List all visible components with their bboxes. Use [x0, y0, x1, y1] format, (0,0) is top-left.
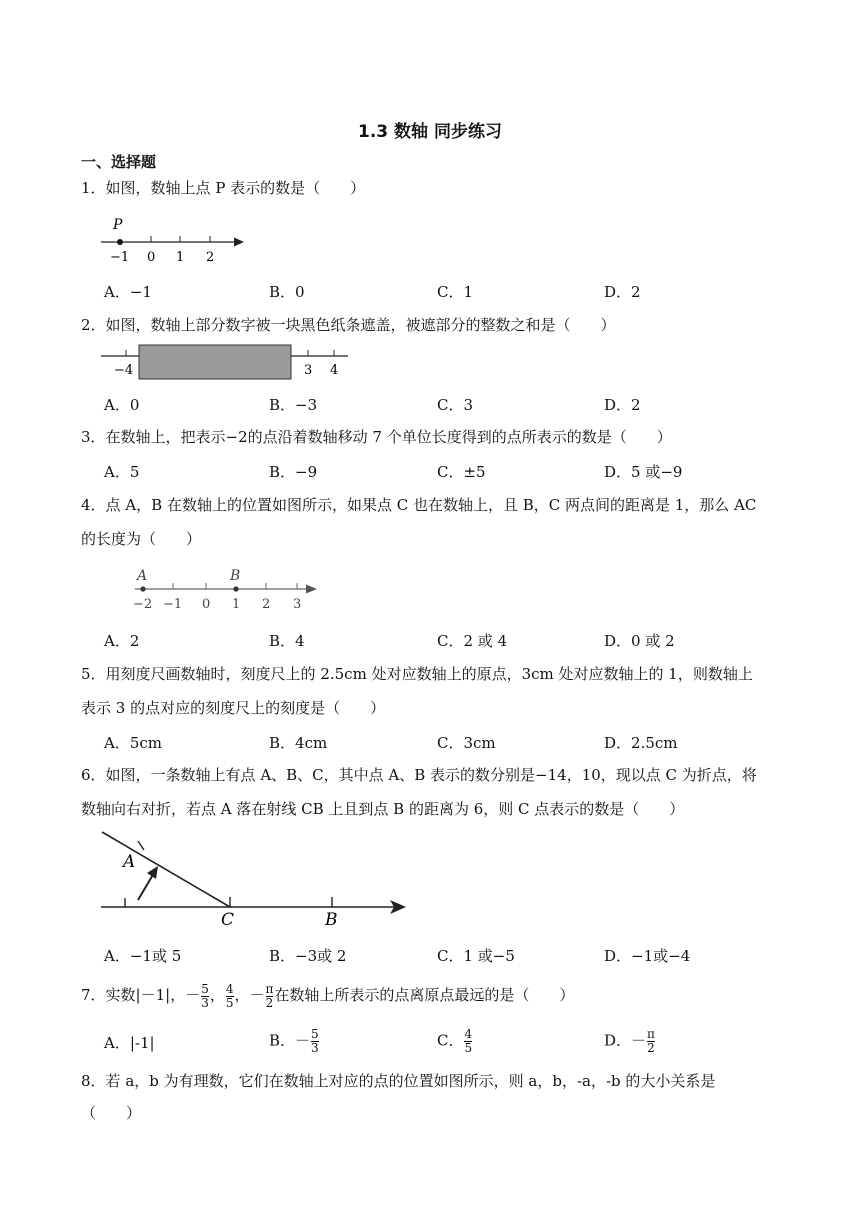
question-text: 若 a，b 为有理数，它们在数轴上对应的点的位置如图所示，则 a，b，-a，-b 的大小关系是	[105, 1072, 716, 1090]
option-d[interactable]	[604, 461, 682, 482]
question-text: 用刻度尺画数轴时，刻度尺上的 2.5cm 处对应数轴上的原点，3cm 处对应数轴上的 1，则数轴上	[105, 665, 753, 683]
question-text-continued: 表示 3 的点对应的刻度尺上的刻度是（ ）	[81, 699, 386, 717]
denominator: 3	[311, 1041, 319, 1055]
option-text: 1 或−5	[463, 947, 515, 965]
option-text: 1	[463, 283, 474, 301]
denominator: 5	[464, 1041, 473, 1055]
fraction	[266, 983, 274, 1010]
point-p	[117, 239, 123, 245]
option-letter: C．	[437, 463, 464, 481]
fraction	[201, 983, 209, 1010]
question-text: 在数轴上，把表示−2的点沿着数轴移动 7 个单位长度得到的点所表示的数是（ ）	[105, 428, 672, 446]
question-text: ，	[209, 986, 225, 1004]
option-letter: A．	[104, 463, 130, 481]
tick-label: 0	[147, 250, 156, 265]
option-letter: A．	[104, 632, 130, 650]
question-text: 如图，一条数轴上有点 A、B、C，其中点 A、B 表示的数分别是−14，10，现以点 C 为折点，将	[105, 766, 757, 784]
option-text: −1	[129, 283, 152, 301]
option-text: 2.5cm	[631, 734, 678, 752]
point-label: P	[113, 217, 123, 233]
tick-label: 2	[206, 250, 215, 265]
option-text: 3	[463, 396, 474, 414]
option-letter: D．	[604, 947, 632, 965]
question-5	[81, 657, 781, 691]
tick-label: 0	[202, 597, 211, 612]
tick-label: −4	[114, 363, 134, 378]
option-letter: B．	[269, 283, 296, 301]
option-c[interactable]	[437, 394, 473, 415]
option-letter: D．	[604, 734, 632, 752]
options-1	[104, 281, 784, 311]
option-letter: C．	[437, 1031, 464, 1050]
option-letter: C．	[437, 283, 464, 301]
question-7	[81, 978, 781, 1012]
option-c[interactable]	[437, 945, 515, 966]
option-letter: A．	[104, 734, 130, 752]
option-b[interactable]	[269, 461, 317, 482]
folded-number-line-figure	[96, 828, 410, 930]
option-b[interactable]	[269, 281, 305, 302]
number-line-figure-2	[96, 340, 358, 382]
fraction	[311, 1028, 319, 1055]
question-6	[81, 758, 781, 792]
option-text: 2	[129, 632, 140, 650]
question-8	[81, 1064, 781, 1098]
option-letter: A．	[104, 283, 130, 301]
point-label: B	[230, 568, 241, 584]
option-letter: C．	[437, 396, 464, 414]
option-d[interactable]	[604, 1028, 656, 1055]
option-a[interactable]	[104, 732, 162, 753]
question-number: 7．	[81, 986, 106, 1004]
option-text: 5 或−9	[631, 463, 683, 481]
option-text: 0	[295, 283, 305, 301]
question-text: 点 A，B 在数轴上的位置如图所示，如果点 C 也在数轴上，且 B，C 两点间的距离是 1，那么 AC	[105, 496, 757, 514]
option-letter: B．	[269, 632, 296, 650]
option-letter: D．	[604, 1031, 632, 1050]
tick-label: −1	[163, 597, 183, 612]
question-number: 5．	[81, 665, 106, 683]
question-8-line-2	[81, 1096, 781, 1130]
option-b[interactable]	[269, 394, 317, 415]
question-5-line-2	[81, 691, 781, 725]
option-text: 4cm	[295, 734, 328, 752]
denominator: 3	[201, 995, 209, 1010]
option-text: |-1|	[129, 1034, 155, 1052]
option-sign: －	[295, 1031, 311, 1050]
question-text-continued: （ ）	[81, 1104, 142, 1122]
option-sign: －	[631, 1031, 647, 1050]
question-6-line-2	[81, 792, 781, 826]
options-6	[104, 945, 784, 975]
option-letter: B．	[269, 947, 296, 965]
option-a[interactable]	[104, 461, 139, 482]
option-letter: B．	[269, 463, 296, 481]
page-title: 1.3 数轴 同步练习	[358, 122, 502, 142]
question-text-continued: 数轴向右对折，若点 A 落在射线 CB 上且到点 B 的距离为 6，则 C 点表示的数是（ ）	[81, 800, 685, 818]
option-d[interactable]	[604, 945, 690, 966]
question-text: 如图，数轴上点 P 表示的数是（ ）	[105, 179, 366, 197]
option-letter: D．	[604, 463, 632, 481]
number-line-figure-1	[96, 212, 248, 268]
question-text: 如图，数轴上部分数字被一块黑色纸条遮盖，被遮部分的整数之和是（ ）	[105, 316, 616, 334]
option-a[interactable]	[104, 945, 181, 966]
numerator: 4	[464, 1027, 473, 1041]
option-text: 5cm	[129, 734, 163, 752]
option-text: 2	[631, 283, 641, 301]
denominator: 2	[647, 1041, 655, 1055]
option-b[interactable]	[269, 945, 346, 966]
option-text: 0 或 2	[631, 632, 675, 650]
option-letter: B．	[269, 1031, 296, 1050]
question-4-line-2	[81, 522, 781, 556]
option-a[interactable]	[104, 630, 139, 651]
point-label: A	[123, 852, 136, 872]
point-a	[140, 586, 145, 591]
question-text: 实数|－1|，－	[105, 986, 201, 1004]
question-3	[81, 420, 781, 454]
question-number: 2．	[81, 316, 106, 334]
option-text: −3	[295, 396, 318, 414]
option-d[interactable]	[604, 281, 641, 302]
tick-label: −2	[133, 597, 153, 612]
tick-label: 1	[176, 250, 185, 265]
numerator: 4	[225, 981, 234, 996]
numerator: 5	[311, 1027, 319, 1041]
option-letter: A．	[104, 1034, 130, 1052]
number-line-figure-4	[133, 562, 323, 614]
point-label: B	[325, 910, 338, 930]
question-2	[81, 308, 781, 342]
numerator: π	[647, 1027, 655, 1041]
options-4	[104, 630, 784, 660]
tick-label: −1	[110, 250, 130, 265]
question-number: 8．	[81, 1072, 106, 1090]
question-number: 1．	[81, 179, 106, 197]
tick-label: 2	[262, 597, 271, 612]
denominator: 5	[225, 995, 234, 1010]
folded-ray	[102, 832, 230, 907]
question-1	[81, 171, 781, 205]
question-number: 3．	[81, 428, 106, 446]
option-letter: B．	[269, 396, 296, 414]
option-c[interactable]	[437, 281, 473, 302]
option-text: 5	[129, 463, 140, 481]
option-text: 2	[631, 396, 641, 414]
question-text-continued: 的长度为（ ）	[81, 530, 202, 548]
point-label: C	[221, 910, 235, 930]
options-3	[104, 461, 784, 491]
option-letter: B．	[269, 734, 296, 752]
option-text: −1或−4	[631, 947, 691, 965]
option-text: ±5	[463, 463, 486, 481]
question-text: 在数轴上所表示的点离原点最远的是（ ）	[274, 986, 575, 1004]
question-4	[81, 488, 781, 522]
option-a[interactable]	[104, 394, 139, 415]
option-letter: D．	[604, 632, 632, 650]
option-text: 4	[295, 632, 305, 650]
tick-label: 3	[304, 363, 313, 378]
fold-arrow	[138, 873, 154, 900]
tick-label: 1	[232, 597, 241, 612]
option-c[interactable]	[437, 630, 507, 651]
option-c[interactable]	[437, 732, 496, 753]
tick-label: 3	[293, 597, 302, 612]
option-b[interactable]	[269, 630, 305, 651]
numerator: π	[265, 981, 274, 996]
option-d[interactable]	[604, 394, 641, 415]
point-label: A	[137, 568, 148, 584]
option-letter: D．	[604, 396, 632, 414]
option-c[interactable]	[437, 1028, 473, 1055]
option-a[interactable]	[104, 1032, 155, 1053]
option-b[interactable]	[269, 732, 327, 753]
option-letter: D．	[604, 283, 632, 301]
question-text: ，－	[234, 986, 265, 1004]
question-number: 6．	[81, 766, 106, 784]
options-7	[104, 1028, 784, 1058]
section-heading: 一、选择题	[81, 153, 157, 171]
option-text: −1或 5	[129, 947, 182, 965]
option-letter: A．	[104, 396, 130, 414]
option-d[interactable]	[604, 732, 678, 753]
option-letter: C．	[437, 632, 464, 650]
option-d[interactable]	[604, 630, 675, 651]
option-letter: C．	[437, 947, 464, 965]
black-paper-strip	[139, 345, 291, 379]
option-a[interactable]	[104, 281, 152, 302]
option-text: 3cm	[463, 734, 496, 752]
option-text: −9	[295, 463, 318, 481]
numerator: 5	[201, 981, 209, 996]
option-letter: A．	[104, 947, 130, 965]
option-text: 0	[129, 396, 140, 414]
fraction	[464, 1028, 472, 1055]
option-letter: C．	[437, 734, 464, 752]
denominator: 2	[265, 995, 274, 1010]
option-c[interactable]	[437, 461, 486, 482]
axis-arrow	[306, 585, 317, 594]
question-number: 4．	[81, 496, 106, 514]
tick-label: 4	[330, 363, 339, 378]
fraction	[647, 1028, 655, 1055]
tick-a	[138, 841, 144, 850]
option-text: 2 或 4	[463, 632, 508, 650]
axis-arrow	[234, 238, 244, 247]
option-text: −3或 2	[295, 947, 347, 965]
point-b	[233, 586, 238, 591]
fraction	[226, 983, 234, 1010]
option-b[interactable]	[269, 1028, 320, 1055]
